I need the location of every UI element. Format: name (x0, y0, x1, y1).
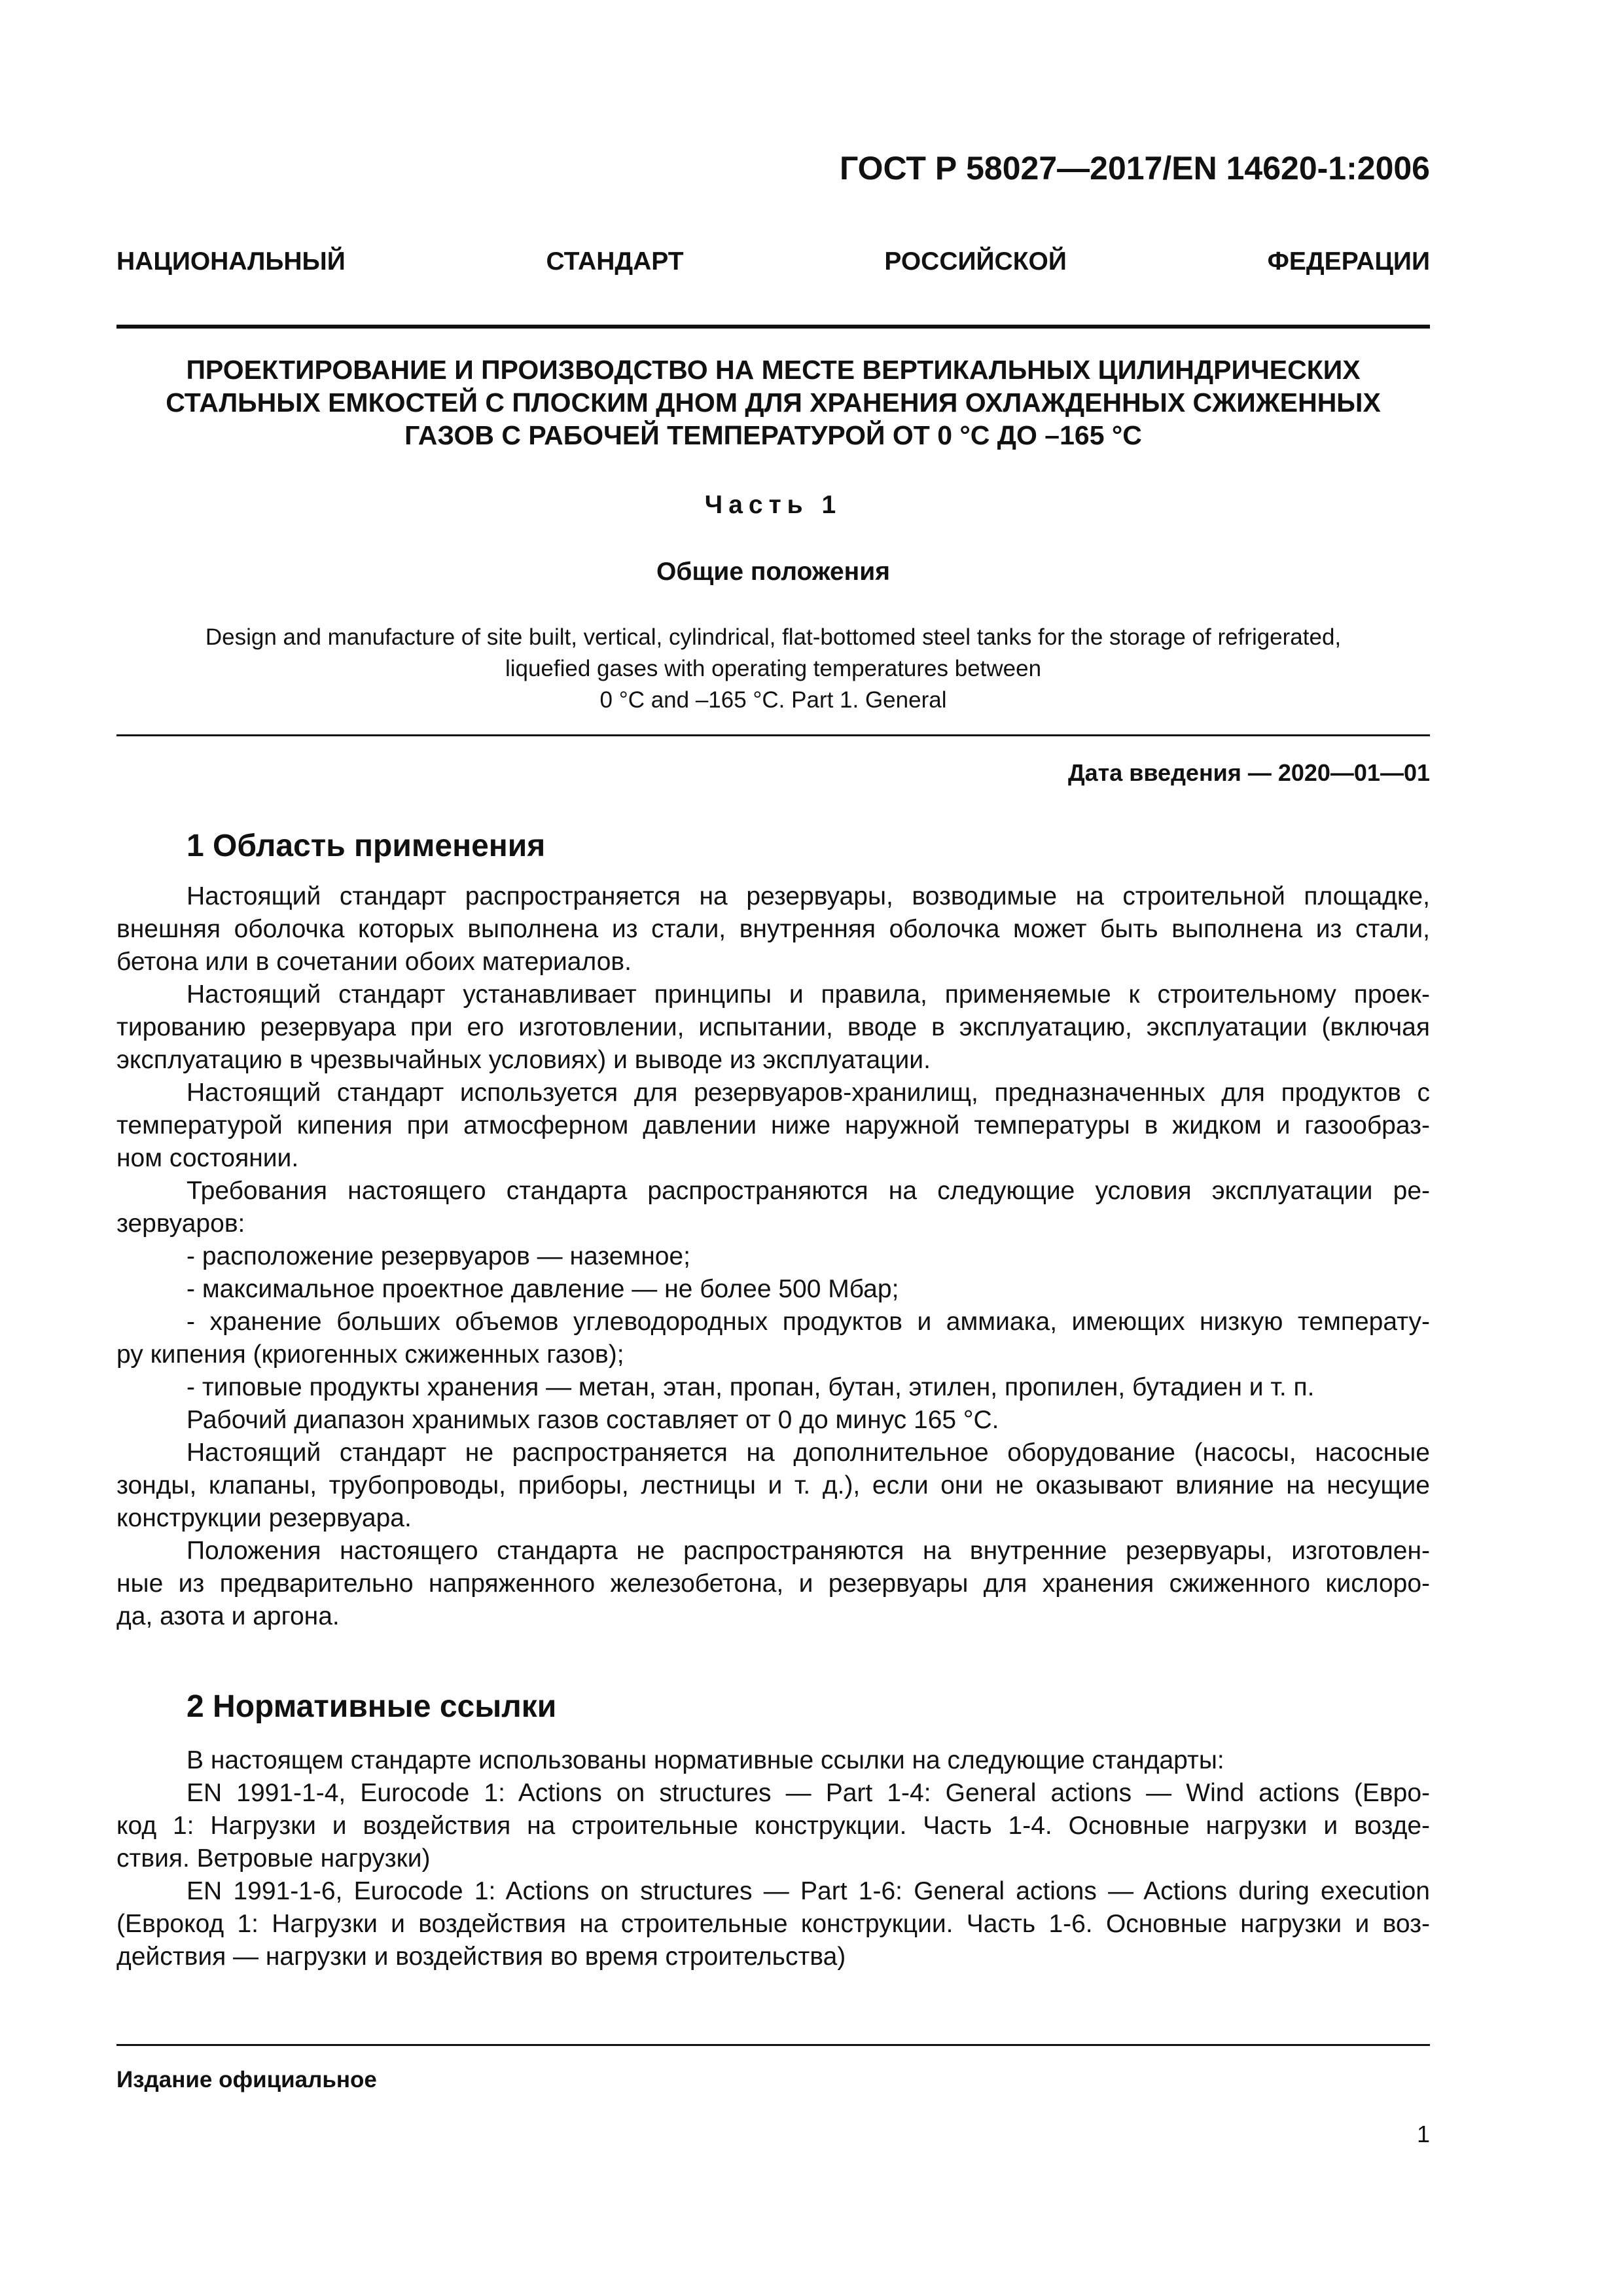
text-line: зервуаров: (116, 1210, 245, 1238)
title-line: СТАЛЬНЫХ ЕМКОСТЕЙ С ПЛОСКИМ ДНОМ ДЛЯ ХРАНЕНИЯ ОХЛАЖДЕННЫХ СЖИЖЕННЫХ (166, 387, 1381, 418)
text-line: код 1: Нагрузки и воздействия на строительные конструкции. Часть 1-4. Основные нагрузки и возде- (116, 1812, 1430, 1840)
text-line: Требования настоящего стандарта распространяются на следующие условия эксплуатации ре- (187, 1177, 1430, 1205)
document-title (116, 353, 1430, 452)
section-1-body (116, 880, 1430, 1633)
text-line: тированию резервуара при его изготовлении, испытании, вводе в эксплуатацию, эксплуатации (включая (116, 1013, 1430, 1041)
section-1-heading: 1 Область применения (187, 829, 546, 863)
english-title (116, 622, 1430, 716)
english-title-line: 0 °C and –165 °C. Part 1. General (599, 687, 947, 713)
text-line: Настоящий стандарт устанавливает принципы и правила, применяемые к строительному проек- (187, 980, 1430, 1009)
list-item: - максимальное проектное давление — не более 500 Мбар; (187, 1275, 899, 1303)
text-line: внешняя оболочка которых выполнена из стали, внутренняя оболочка может быть выполнена из стали, (116, 915, 1430, 943)
text-line: В настоящем стандарте использованы нормативные ссылки на следующие стандарты: (187, 1746, 1224, 1774)
part-label: Часть 1 (704, 491, 842, 519)
text-line: EN 1991-1-4, Eurocode 1: Actions on structures — Part 1-4: General actions — Wind actions (Евро- (187, 1779, 1430, 1807)
text-line: ствия. Ветровые нагрузки) (116, 1844, 431, 1873)
official-edition-label: Издание официальное (116, 2067, 377, 2092)
text-line: бетона или в сочетании обоих материалов. (116, 948, 632, 976)
list-item: - хранение больших объемов углеводородных продуктов и аммиака, имеющих низкую температу- (187, 1308, 1430, 1336)
title-line: ПРОЕКТИРОВАНИЕ И ПРОИЗВОДСТВО НА МЕСТЕ ВЕРТИКАЛЬНЫХ ЦИЛИНДРИЧЕСКИХ (186, 355, 1361, 385)
subtitle: Общие положения (656, 558, 890, 586)
text-line: зонды, клапаны, трубопроводы, приборы, лестницы и т. д.), если они не оказывают влияние на несущие (116, 1471, 1430, 1499)
national-standard-heading: НАЦИОНАЛЬНЫЙ СТАНДАРТ РОССИЙСКОЙ ФЕДЕРАЦИИ (116, 247, 1430, 276)
text-line: ные из предварительно напряженного железобетона, и резервуары для хранения сжиженного кислоро- (116, 1570, 1430, 1598)
text-line: действия — нагрузки и воздействия во время строительства) (116, 1943, 846, 1971)
text-line: Настоящий стандарт используется для резервуаров-хранилищ, предназначенных для продуктов с (187, 1079, 1430, 1107)
title-rule (116, 734, 1430, 736)
header-rule (116, 325, 1430, 329)
list-item: - расположение резервуаров — наземное; (187, 1242, 690, 1270)
text-line: эксплуатацию в чрезвычайных условиях) и выводе из эксплуатации. (116, 1046, 931, 1074)
standard-code: ГОСТ Р 58027—2017/EN 14620-1:2006 (839, 150, 1430, 187)
english-title-line: liquefied gases with operating temperatures between (505, 656, 1042, 681)
text-line: температурой кипения при атмосферном давлении ниже наружной температуры в жидком и газообраз- (116, 1111, 1430, 1139)
text-line: Положения настоящего стандарта не распространяются на внутренние резервуары, изготовлен- (187, 1537, 1430, 1565)
text-line: EN 1991-1-6, Eurocode 1: Actions on structures — Part 1-6: General actions — Actions during execution (187, 1877, 1430, 1905)
page-number: 1 (1416, 2121, 1430, 2147)
text-line: Настоящий стандарт распространяется на резервуары, возводимые на строительной площадке, (187, 882, 1430, 910)
footer-rule (116, 2044, 1430, 2046)
section-2-heading: 2 Нормативные ссылки (187, 1689, 557, 1724)
text-line: Настоящий стандарт не распространяется на дополнительное оборудование (насосы, насосные (187, 1439, 1430, 1467)
intro-date: Дата введения — 2020—01—01 (1067, 759, 1430, 786)
text-line: да, азота и аргона. (116, 1602, 340, 1630)
text-line: ру кипения (криогенных сжиженных газов); (116, 1340, 624, 1369)
text-line: (Еврокод 1: Нагрузки и воздействия на строительные конструкции. Часть 1-6. Основные нагрузки и воз- (116, 1910, 1430, 1938)
title-line: ГАЗОВ С РАБОЧЕЙ ТЕМПЕРАТУРОЙ ОТ 0 °С ДО –165 °С (404, 420, 1142, 450)
english-title-line: Design and manufacture of site built, vertical, cylindrical, flat-bottomed steel tanks for the storage of refrigerated, (205, 624, 1342, 650)
list-item: - типовые продукты хранения — метан, этан, пропан, бутан, этилен, пропилен, бутадиен и т. п. (187, 1373, 1315, 1401)
text-line: Рабочий диапазон хранимых газов составляет от 0 до минус 165 °С. (187, 1406, 999, 1434)
text-line: ном состоянии. (116, 1144, 299, 1172)
text-line: конструкции резервуара. (116, 1504, 412, 1532)
section-2-body (116, 1744, 1430, 1973)
